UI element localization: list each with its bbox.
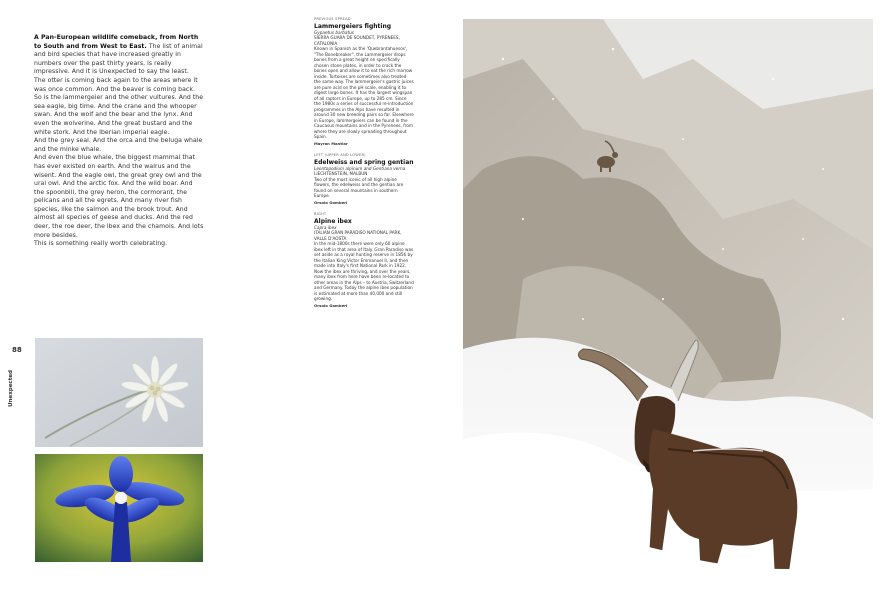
caption-location: SIERRA GUARA DE SOUNDET, PYRENEES, CATALONIA — [314, 35, 400, 46]
caption-body: Two of the most iconic of all high alpine flowers, the edelweiss and the gentian are found on several mountains in southern Europe. — [314, 176, 404, 198]
edelweiss-photo — [35, 338, 203, 447]
caption-credit: Orsolo Gomberi — [314, 302, 348, 308]
caption-edelweiss-gentian — [314, 153, 414, 205]
ibex-photo — [463, 19, 873, 581]
caption-title: Alpine ibex — [314, 217, 352, 225]
captions-column — [314, 17, 414, 315]
intro-paragraph: And even the blue whale, the biggest mammal that has ever existed on earth. And the walrus and the wisent. And the eagle owl, the great grey owl and the ural owl. And the arctic fox. And the wild boar. And the spoonbill, the grey heron, the cormorant, the pelicans and all the egrets. And many river fish species, like the salmon and the brook trout. And almost all species of geese and ducks. And the red deer, the roe deer, the ibex and the chamois. And lots more besides. — [34, 154, 204, 239]
caption-tag: LEFT (UPPER AND LOWER) — [314, 153, 366, 157]
caption-body: In the mid-1800s there were only 60 alpine ibex left in that area of Italy. Gran Paradiso was set aside as a royal hunting reserve in 1856 by the Italian King Victor Emmanuel II, and then made into Italy's first National Park in 1922. Now the ibex are thriving, and over the years, many ibex from here have been re-located to other areas in the Alps – to Austria, Switzerland and Germany. Today the alpine ibex population is estimated at more than 40,000 and still growing. — [314, 241, 414, 301]
intro-paragraph: The otter is coming back again to the areas where it was once common. And the beaver is coming back. So is the lammergeier and the other vultures. And the sea eagle, big time. And the crane and the whooper swan. And the wolf and the bear and the lynx. And even the wolverine. And the great bustard and the white stork. And the Iberian imperial eagle. — [34, 76, 204, 136]
caption-location: ITALIAN GRAN PARADISO NATIONAL PARK, VALLE D'AOSTA — [314, 230, 402, 241]
caption-location: LIECHTENSTEIN, MALBUN — [314, 171, 368, 176]
page-number: 88 — [12, 346, 22, 354]
caption-latin: Capra ibex — [314, 224, 337, 230]
intro-paragraph: This is something really worth celebrating. — [34, 240, 168, 248]
caption-tag: RIGHT — [314, 212, 327, 216]
caption-title: Edelweiss and spring gentian — [314, 158, 414, 166]
caption-credit: Orsolo Gomberi — [314, 199, 348, 205]
caption-tag: PREVIOUS SPREAD — [314, 17, 351, 21]
caption-body: Known in Spanish as the 'Quebrantahuesos', "The Bonebreaker", the Lammergeier drops bones from a great height on specifically chosen stone plates, in order to crack the bones open and allow it to eat the rich marrow inside. Tortoises are sometimes also treated the same way. The lammergeier's gastric juices are pure acid on the pH scale, enabling it to digest large bones. It has the largest wingspan of all raptors in Europe, up to 285 cm. Since the 1980s a series of successful re-introduction programmes in the Alps have resulted in around 30 new breeding pairs so far. Elsewhere in Europe, lammergeiers can be found in the Caucasus mountains and in the Pyrenees, from where they are slowly spreading throughout Spain. — [314, 46, 414, 139]
folio — [2, 346, 26, 406]
intro-lead: A Pan-European wildlife comeback, from North to South and from West to East. — [34, 34, 199, 50]
caption-latin: Leontopodium alpinum and Gentiana verna — [314, 165, 406, 171]
intro-text — [34, 34, 204, 249]
section-name: Unexpected — [8, 370, 14, 407]
caption-lammergeier — [314, 17, 414, 146]
intro-paragraph: And the grey seal. And the orca and the beluga whale and the minke whale. — [34, 137, 203, 153]
caption-latin: Gypaetus barbatus — [314, 29, 354, 35]
gentian-photo — [35, 454, 203, 562]
caption-ibex — [314, 212, 414, 308]
caption-credit: Mayron Mantlar — [314, 140, 348, 146]
intro-paragraph: The list of animal and bird species that have increased greatly in numbers over the past thirty years, is really impressive. And it is Unexpected to say the least. — [34, 42, 203, 76]
caption-title: Lammergeiers fighting — [314, 22, 392, 30]
